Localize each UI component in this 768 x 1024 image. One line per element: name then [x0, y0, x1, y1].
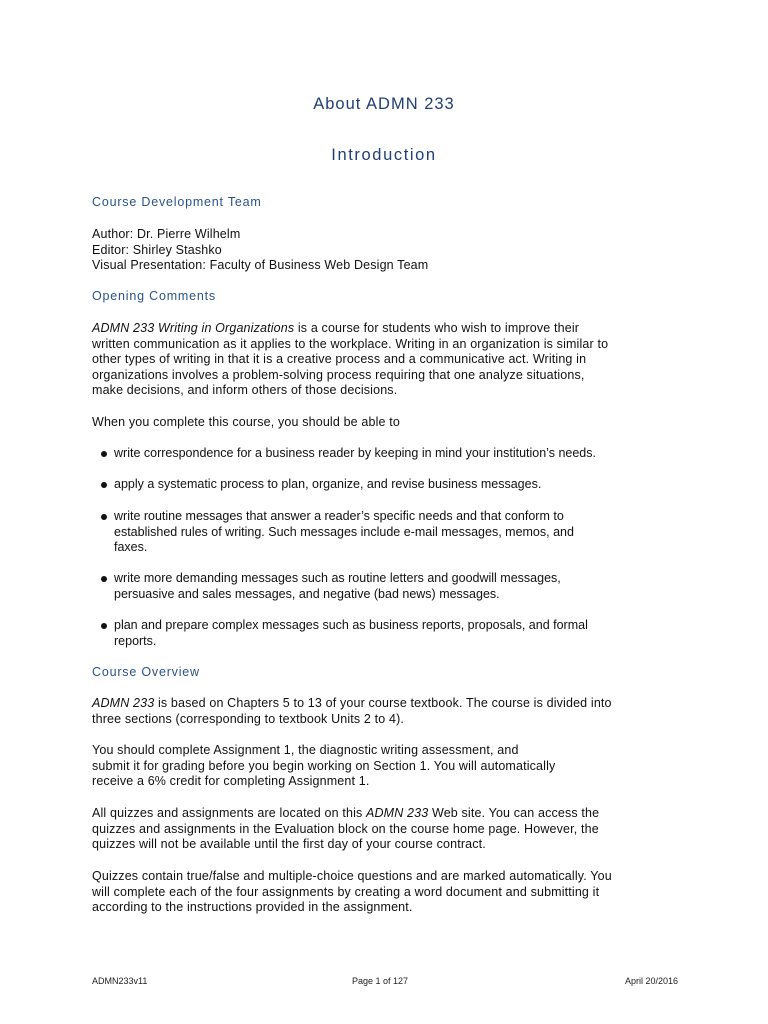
bullet-icon [101, 576, 107, 582]
opening-line-3: other types of writing in that it is a creative process and a communicative act. Writing in [92, 352, 587, 367]
section-heading-opening: Opening Comments [92, 289, 216, 303]
opening-line-5: make decisions, and inform others of those decisions. [92, 383, 398, 398]
opening-line-2: written communication as it applies to the workplace. Writing in an organization is similar to [92, 336, 609, 351]
document-page: About ADMN 233 Introduction Course Development Team Author: Dr. Pierre Wilhelm Editor: Shirley Stashko Visual Presentation: Faculty of Business Web Design Team Opening Comments ADMN 233 Writing in Organizations is a course for students who wish to improve their written communication as it applies to the workplace. Writing in an organization is similar to other types of writing in that it is a creative process and a communicative act. Writing in organizations involves a problem-solving process requiring that one analyze situations, make decisions, and inform others of those decisions. When you complete this course, you should be able to write correspondence for a business reader by keeping in mind your institution’s needs. apply a systematic process to plan, organize, and revise business messages. write routine messages that answer a reader’s specific needs and that conform to established rules of writing. Such messages include e-mail messages, memos, and faxes. write more demanding messages such as routine letters and goodwill messages, persuasive and sales messages, and negative (bad news) messages. plan and prepare complex messages such as business reports, proposals, and formal reports. Course Overview ADMN 233 is based on Chapters 5 to 13 of your course textbook. The course is divided into three sections (corresponding to textbook Units 2 to 4). You should complete Assignment 1, the diagnostic writing assessment, and submit it for grading before you begin working on Section 1. You will automatically receive a 6% credit for completing Assignment 1. All quizzes and assignments are located on this ADMN 233 Web site. You can access the quizzes and assignments in the Evaluation block on the course home page. However, the quizzes will not be available until the first day of your course contract. Quizzes contain true/false and multiple-choice questions and are marked automatically. You will complete each of the four assignments by creating a word document and submitting it according to the instructions provided in the assignment. ADMN233v11 Page 1 of 127 April 20/2016 [0, 0, 768, 1024]
course-code-italic: ADMN 233 [366, 806, 429, 820]
visual-line: Visual Presentation: Faculty of Business Web Design Team [92, 258, 429, 273]
overview-paragraph-1: ADMN 233 is based on Chapters 5 to 13 of your course textbook. The course is divided into three sections (corresponding to textbook Units 2 to 4). [92, 696, 612, 726]
footer-course-version: ADMN233v11 [92, 976, 148, 986]
section-heading-team: Course Development Team [92, 195, 262, 209]
course-title-italic: ADMN 233 Writing in Organizations [92, 321, 295, 335]
section-heading-overview: Course Overview [92, 665, 200, 679]
page-title: About ADMN 233 [313, 95, 455, 113]
opening-line-4: organizations involves a problem-solving process requiring that one analyze situations, [92, 367, 585, 382]
footer-page-number: Page 1 of 127 [352, 976, 409, 986]
overview-paragraph-2: You should complete Assignment 1, the diagnostic writing assessment, and submit it for grading before you begin working on Section 1. You will automatically receive a 6% credit for completing Assignment 1. [92, 743, 556, 789]
author-line: Author: Dr. Pierre Wilhelm [92, 227, 241, 241]
objectives-intro: When you complete this course, you should be able to [92, 415, 400, 429]
opening-line-1: ADMN 233 Writing in Organizations is a course for students who wish to improve their [92, 321, 580, 335]
bullet-icon [101, 514, 107, 520]
overview-paragraph-4: Quizzes contain true/false and multiple-choice questions and are marked automatically. You will complete each of the four assignments by creating a word document and submitting it according to the instructions provided in the assignment. [92, 869, 612, 915]
editor-line: Editor: Shirley Stashko [92, 242, 222, 257]
course-code-italic: ADMN 233 [92, 696, 155, 710]
overview-paragraph-3: All quizzes and assignments are located on this ADMN 233 Web site. You can access the quizzes and assignments in the Evaluation block on the course home page. However, the quizzes will not be available until the first day of your course contract. [92, 806, 600, 852]
bullet-icon [101, 451, 107, 457]
footer-date: April 20/2016 [624, 976, 678, 986]
team-credits [92, 227, 692, 274]
opening-paragraph [92, 321, 692, 399]
page-subtitle: Introduction [331, 146, 437, 164]
bullet-icon [101, 482, 107, 488]
bullet-icon [101, 623, 107, 629]
